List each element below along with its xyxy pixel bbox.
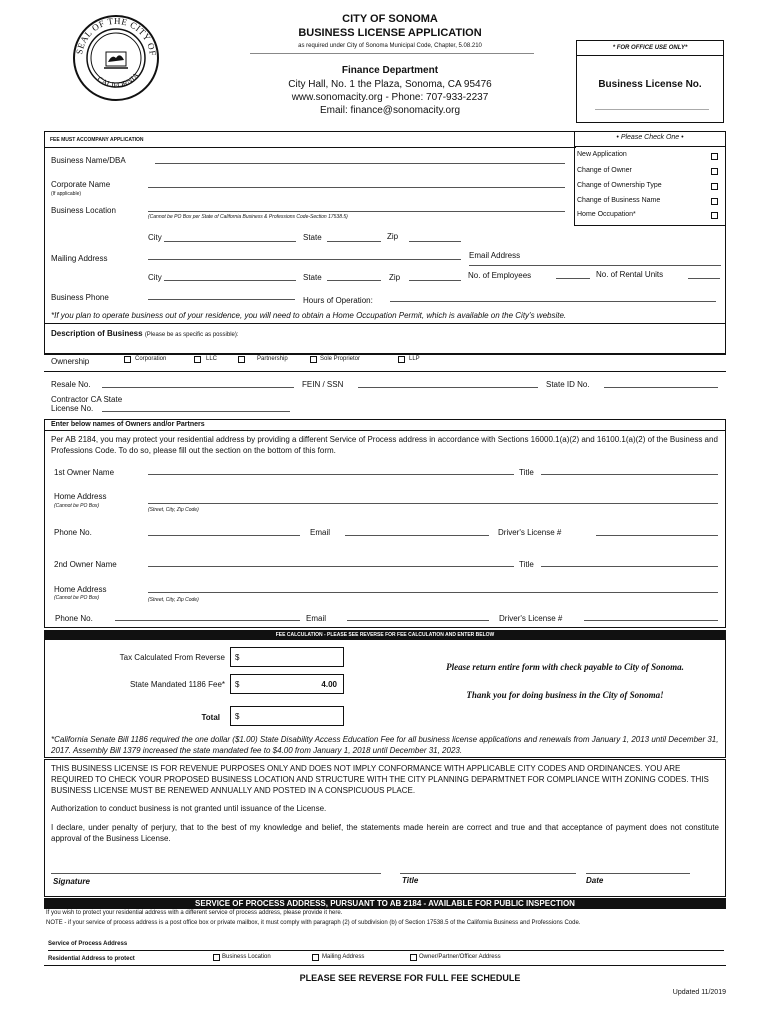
fein-field[interactable] xyxy=(358,387,538,388)
first-street-note: (Street, City, Zip Code) xyxy=(148,507,199,513)
first-email-label: Email xyxy=(310,528,331,537)
first-drivers-field[interactable] xyxy=(596,535,718,536)
mailing-zip-label: Zip xyxy=(389,273,401,282)
location-state-label: State xyxy=(303,233,322,242)
seal-top-text: SEAL OF THE CITY OF xyxy=(74,15,159,57)
num-rental-field[interactable] xyxy=(688,278,720,279)
ownership-partnership-label: Partnership xyxy=(257,356,288,362)
first-email-field[interactable] xyxy=(345,535,489,536)
check-business-name-label: Change of Business Name xyxy=(577,197,661,204)
title-sign-field[interactable] xyxy=(400,873,576,874)
service-line2: NOTE - if your service of process address is a post office box or private mailbox, it must comply with paragraph (2) of subdivision (b) of Section 17538.5 of the California Business and Professions Code. xyxy=(46,920,581,926)
check-ownership-type-label: Change of Ownership Type xyxy=(577,182,662,189)
state-fee-value: 4.00 xyxy=(321,680,337,689)
first-drivers-label: Driver's License # xyxy=(498,528,562,537)
description-title: Description of Business xyxy=(51,329,143,338)
mailing-state-label: State xyxy=(303,273,322,282)
business-info-section xyxy=(44,131,726,354)
check-home-occupation-label: Home Occupation* xyxy=(577,211,636,218)
declaration: I declare, under penalty of perjury, that to the best of my knowledge and belief, the statements made herein are correct and true and that acceptance of payment does not constitute approval of the Business License. xyxy=(51,823,719,843)
contractor-label: Contractor CA State xyxy=(51,395,123,404)
first-phone-field[interactable] xyxy=(148,535,300,536)
residential-business-label: Business Location xyxy=(222,954,271,960)
residential-business-check[interactable] xyxy=(213,954,220,961)
authorization-note: Authorization to conduct business is not granted until issuance of the License. xyxy=(51,804,327,813)
reverse-note: PLEASE SEE REVERSE FOR FULL FEE SCHEDULE xyxy=(299,973,521,983)
service-address-label: Service of Process Address xyxy=(48,941,128,947)
first-owner-label: 1st Owner Name xyxy=(54,468,115,477)
header-ordinance: as required under City of Sonoma Municipal Code, Chapter, 5.08.210 xyxy=(298,43,482,49)
license-no-label: Business License No. xyxy=(598,79,702,90)
header-title: CITY OF SONOMA xyxy=(342,13,438,25)
business-phone-field[interactable] xyxy=(148,299,295,300)
check-new-application[interactable] xyxy=(711,153,718,160)
second-owner-title-field[interactable] xyxy=(541,566,718,567)
service-line1: If you wish to protect your residential address with a different service of process address, please provide it here. xyxy=(46,910,343,916)
ab2184-note: Per AB 2184, you may protect your residential address by providing a different Service of Process address in accordance with Sections 16000.1(a)(2) and 16100.1(a)(2) of the Business and Professions Code. To do so, please fill out the section on the bottom of this form. xyxy=(51,435,718,455)
signature-field[interactable] xyxy=(51,873,381,874)
first-home-address-label: Home Address xyxy=(54,492,107,501)
title-sign-label: Title xyxy=(402,876,419,885)
second-phone-field[interactable] xyxy=(115,620,300,621)
check-business-name[interactable] xyxy=(711,198,718,205)
ownership-partnership-check[interactable] xyxy=(238,356,245,363)
residential-mailing-check[interactable] xyxy=(312,954,319,961)
num-employees-field[interactable] xyxy=(556,278,590,279)
location-zip-label: Zip xyxy=(387,232,399,241)
state-fee-dollar: $ xyxy=(235,680,240,689)
second-home-address-field[interactable] xyxy=(148,592,718,593)
num-rental-label: No. of Rental Units xyxy=(596,270,664,279)
residential-mailing-label: Mailing Address xyxy=(322,954,365,960)
corporate-name-label: Corporate Name xyxy=(51,180,111,189)
mailing-city-label: City xyxy=(148,273,162,282)
first-owner-title-field[interactable] xyxy=(541,474,718,475)
residential-label: Residential Address to protect xyxy=(48,956,135,962)
ownership-sole-label: Sole Proprietor xyxy=(320,356,361,362)
svg-text:CALIFORNIA xyxy=(95,71,141,90)
email-address-field[interactable] xyxy=(469,265,721,266)
ownership-corporation-label: Corporation xyxy=(135,356,167,362)
revenue-notice: THIS BUSINESS LICENSE IS FOR REVENUE PURPOSES ONLY AND DOES NOT IMPLY CONFORMANCE WITH APPLICABLE CITY CODES AND ORDINANCES. YOU ARE REQUIRED TO CHECK YOUR PROPOSED BUSINESS LOCATION AND STRUCTURE WITH THE CITY PLANNING DEPARMTNET FOR COMPLIANCE WITH ZONING CODES. THIS BUSINESS LICENSE MUST BE RENEWED ANNUALLY AND POSTED IN A CONSPICUOUS PLACE. xyxy=(51,764,709,795)
service-bar: SERVICE OF PROCESS ADDRESS, PURSUANT TO AB 2184 - AVAILABLE FOR PUBLIC INSPECTION xyxy=(44,898,726,909)
thanks-note: Thank you for doing business in the City of Sonoma! xyxy=(466,690,664,700)
first-phone-label: Phone No. xyxy=(54,528,92,537)
location-city-label: City xyxy=(148,233,162,242)
total-dollar: $ xyxy=(235,712,240,721)
location-state-field[interactable] xyxy=(327,241,381,242)
residential-owner-check[interactable] xyxy=(410,954,417,961)
second-owner-field[interactable] xyxy=(148,566,514,567)
first-owner-field[interactable] xyxy=(148,474,514,475)
corporate-name-field[interactable] xyxy=(148,187,565,188)
date-field[interactable] xyxy=(586,873,690,874)
license-no-field[interactable] xyxy=(595,109,709,110)
home-occupation-note: *If you plan to operate business out of your residence, you will need to obtain a Home Occupation Permit, which is available on the City's website. xyxy=(51,311,567,320)
ownership-llp-check[interactable] xyxy=(398,356,405,363)
city-seal xyxy=(72,14,160,102)
updated-date: Updated 11/2019 xyxy=(672,989,726,996)
second-email-field[interactable] xyxy=(347,620,489,621)
second-phone-label: Phone No. xyxy=(55,614,93,623)
ownership-corporation-check[interactable] xyxy=(124,356,131,363)
fee-calc-bar: FEE CALCULATION - PLEASE SEE REVERSE FOR FEE CALCULATION AND ENTER BELOW xyxy=(44,630,726,640)
if-applicable-note: (If applicable) xyxy=(51,191,82,197)
header-email: Email: finance@sonomacity.org xyxy=(319,105,461,116)
business-phone-label: Business Phone xyxy=(51,293,109,302)
resale-field[interactable] xyxy=(102,387,294,388)
business-location-label: Business Location xyxy=(51,206,116,215)
signature-label: Signature xyxy=(53,877,90,886)
second-drivers-field[interactable] xyxy=(584,620,718,621)
mailing-city-field[interactable] xyxy=(164,280,296,281)
state-id-field[interactable] xyxy=(604,387,718,388)
state-id-label: State ID No. xyxy=(546,380,590,389)
header-subtitle: BUSINESS LICENSE APPLICATION xyxy=(298,27,482,39)
business-name-label: Business Name/DBA xyxy=(51,156,126,165)
hours-label: Hours of Operation: xyxy=(303,296,373,305)
ownership-llc-label: LLC xyxy=(206,356,218,362)
num-employees-label: No. of Employees xyxy=(468,271,532,280)
first-cannot-po: (Cannot be PO Box) xyxy=(54,503,100,509)
check-ownership-type[interactable] xyxy=(711,183,718,190)
total-field[interactable] xyxy=(230,706,344,726)
fee-notice: FEE MUST ACCOMPANY APPLICATION xyxy=(50,137,144,143)
description-field[interactable] xyxy=(51,345,719,346)
second-owner-title-label: Title xyxy=(519,560,534,569)
office-use-box xyxy=(576,40,724,123)
service-address-field[interactable] xyxy=(48,950,724,951)
business-name-field[interactable] xyxy=(155,163,565,164)
fein-label: FEIN / SSN xyxy=(302,380,344,389)
state-fee-field[interactable] xyxy=(230,674,344,694)
mailing-address-field[interactable] xyxy=(148,259,461,260)
contractor-license-field[interactable] xyxy=(102,411,290,412)
po-box-note: (Cannot be PO Box per State of California Business & Professions Code-Section 17538.5) xyxy=(148,214,348,220)
ownership-underline xyxy=(44,371,726,372)
hours-field[interactable] xyxy=(390,301,716,302)
second-drivers-label: Driver's License # xyxy=(499,614,563,623)
second-email-label: Email xyxy=(306,614,327,623)
check-change-owner-label: Change of Owner xyxy=(577,167,632,174)
email-address-label: Email Address xyxy=(469,251,521,260)
tax-dollar: $ xyxy=(235,653,240,662)
tax-label: Tax Calculated From Reverse xyxy=(119,653,225,662)
residential-owner-label: Owner/Partner/Officer Address xyxy=(419,954,501,960)
sb1186-note: *California Senate Bill 1186 required the one dollar ($1.00) State Disability Access Education Fee for all business license applications and renewals from January 1, 2013 until December 31, 2017. Assembly Bill 1379 increased the state mandated fee to $4.00 from January 1, 2018 until December 31, 2023. xyxy=(51,735,719,755)
second-street-note: (Street, City, Zip Code) xyxy=(148,597,199,603)
date-label: Date xyxy=(586,876,604,885)
ownership-llp-label: LLP xyxy=(409,356,420,362)
check-home-occupation[interactable] xyxy=(711,212,718,219)
ownership-llc-check[interactable] xyxy=(194,356,201,363)
business-location-field[interactable] xyxy=(148,211,565,212)
description-note: (Please be as specific as possible): xyxy=(144,332,239,338)
state-fee-label: State Mandated 1186 Fee* xyxy=(129,680,225,689)
description-label xyxy=(51,329,239,338)
seal-bottom-text: CALIFORNIA xyxy=(95,70,141,90)
first-home-address-field[interactable] xyxy=(148,503,718,504)
tax-field[interactable] xyxy=(230,647,344,667)
second-home-address-label: Home Address xyxy=(54,585,107,594)
check-new-application-label: New Application xyxy=(577,151,627,158)
mailing-address-label: Mailing Address xyxy=(51,254,108,263)
contractor-license-label: License No. xyxy=(51,404,94,413)
second-owner-label: 2nd Owner Name xyxy=(54,560,117,569)
header-address: City Hall, No. 1 the Plaza, Sonoma, CA 95476 xyxy=(288,79,492,90)
first-owner-title-label: Title xyxy=(519,468,534,477)
check-change-owner[interactable] xyxy=(711,168,718,175)
location-city-field[interactable] xyxy=(164,241,296,242)
ownership-label: Ownership xyxy=(51,357,90,366)
second-cannot-po: (Cannot be PO Box) xyxy=(54,595,100,601)
return-note: Please return entire form with check payable to City of Sonoma. xyxy=(446,662,684,672)
header-dept: Finance Department xyxy=(341,65,439,76)
office-use-label: * FOR OFFICE USE ONLY* xyxy=(612,45,688,51)
owners-header: Enter below names of Owners and/or Partners xyxy=(51,421,205,428)
location-zip-field[interactable] xyxy=(409,241,461,242)
resale-label: Resale No. xyxy=(51,380,91,389)
total-label: Total xyxy=(201,713,220,722)
check-one-label: • Please Check One • xyxy=(616,134,684,141)
mailing-zip-field[interactable] xyxy=(409,280,461,281)
ownership-sole-check[interactable] xyxy=(310,356,317,363)
header-web-phone: www.sonomacity.org - Phone: 707-933-2237 xyxy=(291,92,489,103)
mailing-state-field[interactable] xyxy=(327,280,381,281)
